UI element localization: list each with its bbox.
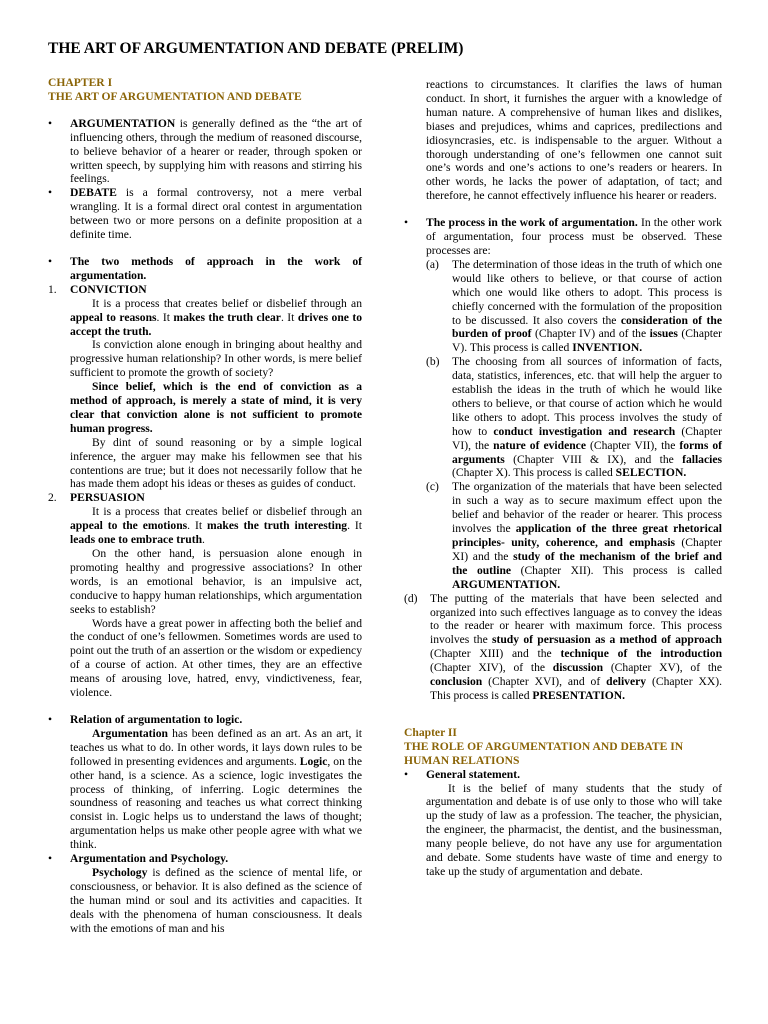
paragraph: By dint of sound reasoning or by a simple logical inference, the arguer may make his fellowmen see that his contentions are true; but it does not necessarily follow that he has made them adopt his ideas or theses as guides of conduct. (70, 435, 362, 491)
bullet-process: • The process in the work of argumentation. In the other work of argumentation, four process must be observed. These processes are: (404, 216, 722, 257)
psychology-continued (404, 78, 722, 203)
logic-body (48, 727, 362, 852)
left-column (48, 76, 362, 935)
definition: is generally defined as the “the art of influencing others, through the medium of reasoned discourse, to believe behavior of a hearer or reader, through spoken or written speech, by supplying him with reasons and stirring his feelings. (70, 116, 362, 186)
paragraph: It is a process that creates belief or disbelief through an appeal to reasons. It makes the truth clear. It drives one to accept the truth. (70, 296, 363, 338)
paragraph: On the other hand, is persuasion alone enough in promoting healthy and progressive associations? In other words, is an emotional behavior, is an impulsive act, conducive to happy human relationships, which argumentation seeks to establish? (70, 547, 362, 616)
paragraph: Argumentation has been defined as an art. As an art, it teaches us what to do. In other words, it lays down rules to be followed in presenting evidences and arguments. Logic, on the other hand, is a science. As a science, logic investigates the process of thinking, of inferring. Logic determines the soundness of reasoning and teaches us what correct thinking consist in. Logic helps us to understand the laws of thought; argumentation helps us make other people agree with what we think. (70, 726, 362, 852)
item-label: (c) (426, 480, 439, 494)
chapter-title: THE ROLE OF ARGUMENTATION AND DEBATE IN HUMAN RELATIONS (404, 739, 684, 767)
heading: The two methods of approach in the work of argumentation. (70, 254, 362, 282)
heading: The process in the work of argumentation. (426, 216, 638, 230)
item-label: (b) (426, 355, 440, 369)
paragraph: Since belief, which is the end of conviction as a method of approach, is merely a state of mind, it is very clear that conviction alone is not sufficient to promote human progress. (70, 380, 362, 435)
numbered-heading-conviction (48, 283, 362, 297)
bullet-icon: • (48, 116, 53, 130)
bullet-icon: • (404, 216, 409, 230)
term: DEBATE (70, 186, 117, 200)
item-label: (d) (404, 591, 418, 605)
bullet-general-statement (404, 768, 722, 782)
paragraph: Words have a great power in affecting both the belief and the conduct of one’s fellowmen. Sometimes words are used to point out the truth of an assertion or the wisdom or expediency of a course of action. At other times, they are an effective means of arousing love, hatred, envy, vindictiveness, fear, violence. (70, 616, 362, 700)
general-statement-body (404, 782, 722, 879)
psychology-body (48, 866, 362, 936)
heading: Argumentation and Psychology. (70, 852, 229, 866)
process-item-d: (d) The putting of the materials that have been selected and organized into such effectives language as to convey the ideas to the reader or hearer with maximum force. This process involves the study of persuasion as a method of approach (Chapter XIII) and the technique of the introduction (Chapter XIV), of the discussion (Chapter XV), of the conclusion (Chapter XVI), and of delivery (Chapter XX). This process is called PRESENTATION. (404, 591, 723, 702)
process-item-a: (a) The determination of those ideas in the truth of which one would like others to believe, or that course of action which one would like others to adopt. This process is chiefly concerned with the formulation of the proposition to be discussed. It also covers the consideration of the burden of proof (Chapter IV) and of the issues (Chapter V). This process is called INVENTION. (426, 257, 722, 355)
paragraph: Is conviction alone enough in bringing about healthy and progressive human relationship? In other words, is mere belief sufficient to promote the growth of society? (70, 338, 362, 380)
paragraph: It is the belief of many students that the study of argumentation and debate is of use only to those who will take up the study of law as a profession. The teacher, the physician, the engineer, the pharmacist, the dentist, and the businessman, many people believe, do not have any use for argumentation and debate. Some students have waste of time and energy to take up the study of argumentation and debate. (426, 781, 722, 878)
heading: CONVICTION (70, 282, 147, 296)
chapter-label: CHAPTER I (48, 76, 113, 89)
bullet-icon: • (48, 852, 53, 866)
bullet-logic (48, 713, 362, 727)
item-label: (a) (426, 257, 439, 271)
bullet-icon: • (404, 767, 409, 781)
number-label: 2. (48, 491, 57, 505)
numbered-heading-persuasion (48, 491, 362, 505)
bullet-icon: • (48, 186, 53, 200)
bullet-argumentation (48, 117, 362, 187)
paragraph: It is a process that creates belief or disbelief through an appeal to the emotions. It makes the truth interesting. It leads one to embrace truth. (70, 505, 362, 547)
number-label: 1. (48, 282, 57, 296)
heading: General statement. (426, 767, 521, 781)
right-column (404, 78, 722, 879)
bullet-icon: • (48, 712, 53, 726)
page-title: THE ART OF ARGUMENTATION AND DEBATE (PRELIM) (48, 40, 464, 57)
process-item-b: (b) The choosing from all sources of information of facts, data, statistics, inferences, etc. that will help the arguer to establish the ideas in the truth of which he would like others to believe, or that course of action which he would like others to adopt. This process involves the study of how to conduct investigation and research (Chapter VI), the nature of evidence (Chapter VII), the forms of arguments (Chapter VIII & IX), and the fallacies (Chapter X). This process is called SELECTION. (426, 355, 722, 480)
process-item-c: (c) The organization of the materials that have been selected in such a way as to secure maximum effect upon the belief and behavior of the reader or hearer. This process involves the application of the three great rhetorical principles- unity, coherence, and emphasis (Chapter XI) and the study of the mechanism of the brief and the outline (Chapter XII). This process is called ARGUMENTATION. (426, 480, 723, 591)
chapter-label: Chapter II (404, 725, 457, 739)
bullet-two-methods (48, 255, 362, 283)
paragraph: reactions to circumstances. It clarifies the laws of human conduct. In short, it furnishes the arguer with a knowledge of human nature. A comprehensive of human likes and dislikes, biases and prejudices, whims and caprices, predilections and idiosyncrasies, etc. is indispensable to the arguer. Without a thorough understanding of one’s fellowmen one cannot suit one’s words and one’s actions to one’s readers or hearers. In other words, he lacks the power of adaptation, of tact; and therefore, he cannot effectively influence his hearer or readers. (426, 78, 722, 203)
bullet-psychology (48, 852, 362, 866)
definition: is a formal controversy, not a mere verbal wrangling. It is a formal direct oral contest in argumentation between two or more persons on a definite proposition at a definite time. (70, 186, 362, 242)
heading: PERSUASION (70, 491, 145, 505)
bullet-debate (48, 186, 362, 242)
conviction-body (48, 297, 362, 492)
persuasion-body (48, 505, 362, 700)
heading: Relation of argumentation to logic. (70, 712, 243, 726)
bullet-icon: • (48, 254, 53, 268)
term: ARGUMENTATION (70, 116, 176, 130)
chapter-title: THE ART OF ARGUMENTATION AND DEBATE (48, 89, 302, 103)
paragraph: Psychology is defined as the science of mental life, or consciousness, or behavior. It is also defined as the science of the human mind or soul and its activities and capacities. It deals with the phenomena of human consciousness. It deals with the emotions of man and his (70, 865, 362, 935)
